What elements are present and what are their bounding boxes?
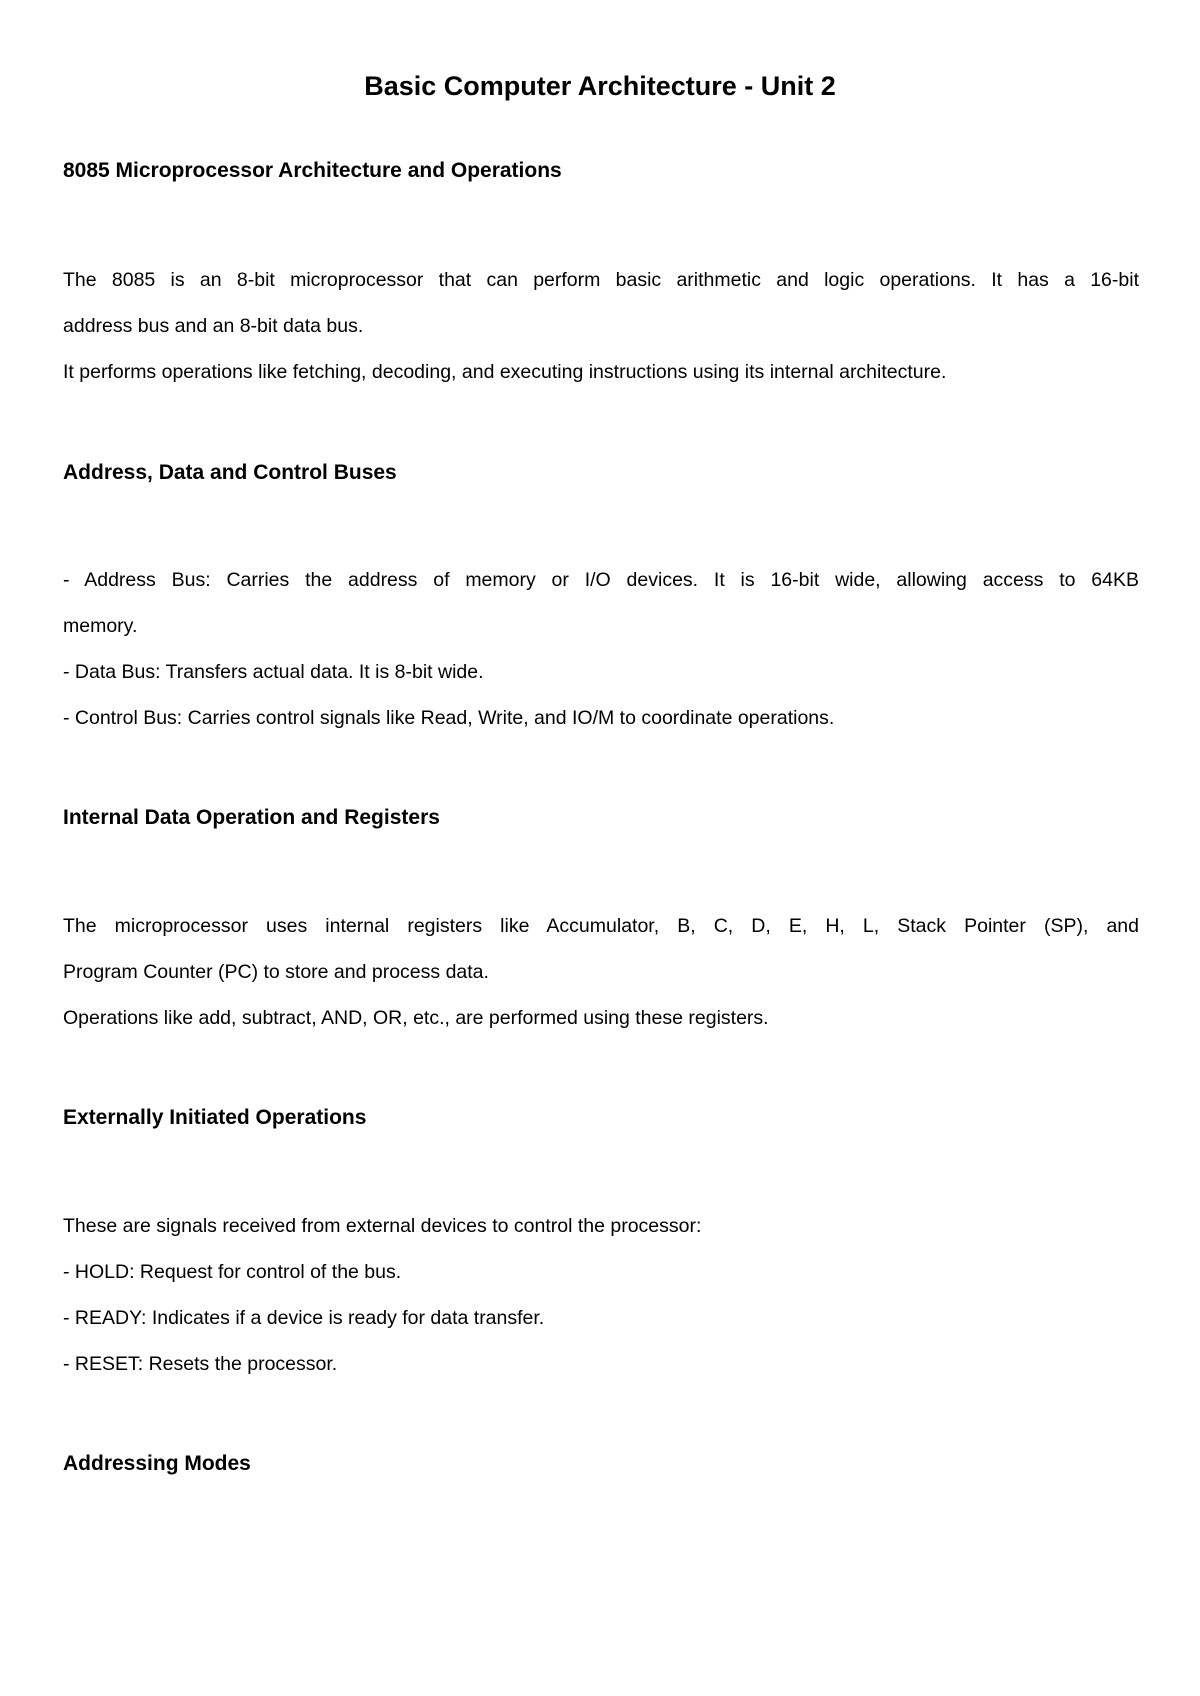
paragraph-line: The microprocessor uses internal registers like Accumulator, B, C, D, E, H, L, Stack Pointer (SP), and	[63, 915, 1139, 937]
paragraph-line: These are signals received from external devices to control the processor:	[63, 1215, 702, 1237]
paragraph-line: Program Counter (PC) to store and process data.	[63, 961, 489, 983]
section-heading-buses: Address, Data and Control Buses	[63, 461, 397, 484]
section-body-8085-architecture	[63, 257, 1139, 395]
list-item: - RESET: Resets the processor.	[63, 1353, 338, 1375]
section-heading-8085-architecture: 8085 Microprocessor Architecture and Operations	[63, 159, 562, 182]
paragraph-line: Operations like add, subtract, AND, OR, etc., are performed using these registers.	[63, 1007, 769, 1029]
section-heading-external-ops: Externally Initiated Operations	[63, 1106, 367, 1129]
section-body-buses	[63, 557, 1139, 741]
section-body-registers	[63, 903, 1139, 1041]
list-item: - Address Bus: Carries the address of memory or I/O devices. It is 16-bit wide, allowing access to 64KB	[63, 569, 1139, 591]
list-item: - Data Bus: Transfers actual data. It is 8-bit wide.	[63, 661, 484, 683]
list-item: - HOLD: Request for control of the bus.	[63, 1261, 402, 1283]
list-item-continuation: memory.	[63, 615, 138, 637]
paragraph-line: The 8085 is an 8-bit microprocessor that can perform basic arithmetic and logic operations. It has a 16-bit	[63, 269, 1139, 291]
document-title: Basic Computer Architecture - Unit 2	[364, 71, 836, 101]
paragraph-line: It performs operations like fetching, decoding, and executing instructions using its internal architecture.	[63, 361, 947, 383]
paragraph-line: address bus and an 8-bit data bus.	[63, 315, 364, 337]
list-item: - READY: Indicates if a device is ready for data transfer.	[63, 1307, 545, 1329]
list-item: - Control Bus: Carries control signals like Read, Write, and IO/M to coordinate operations.	[63, 707, 835, 729]
section-body-external-ops	[63, 1203, 1139, 1387]
section-heading-registers: Internal Data Operation and Registers	[63, 806, 440, 829]
section-heading-addressing-modes: Addressing Modes	[63, 1452, 251, 1475]
